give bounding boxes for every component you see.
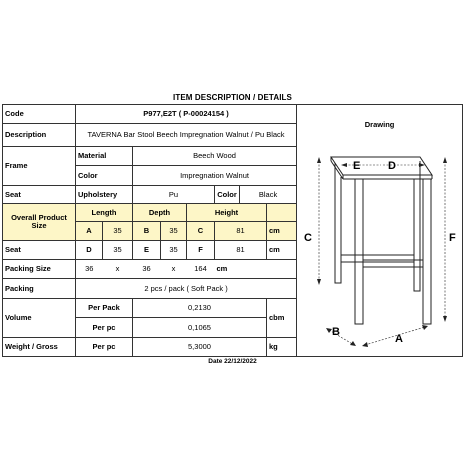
- frame-color-value: Impregnation Walnut: [133, 166, 297, 185]
- dim-c-value: 81: [215, 222, 267, 240]
- weight-value: 5,3000: [133, 337, 267, 357]
- weight-label: Weight / Gross: [3, 337, 76, 357]
- frame-label: Frame: [3, 146, 76, 185]
- packing-value: 2 pcs / pack ( Soft Pack ): [76, 279, 297, 298]
- packing-height: 164: [187, 260, 215, 279]
- frame-material-value: Beech Wood: [133, 146, 297, 165]
- packing-x2: x: [161, 260, 187, 279]
- label-e: E: [353, 160, 361, 172]
- dim-f-value: 81: [215, 240, 267, 259]
- volume-per-pack-value: 0,2130: [133, 298, 267, 317]
- label-b: B: [332, 326, 341, 338]
- packing-length: 36: [76, 260, 103, 279]
- depth-label: Depth: [133, 204, 187, 222]
- height-label: Height: [187, 204, 267, 222]
- volume-per-pc-label: Per pc: [76, 318, 133, 337]
- seat-color-value: Black: [240, 185, 297, 203]
- packing-size-empty: [240, 260, 297, 279]
- label-f: F: [449, 232, 456, 244]
- dim-e-value: 35: [161, 240, 187, 259]
- seat-size-label: Seat: [3, 240, 76, 259]
- weight-per-pc-label: Per pc: [76, 337, 133, 357]
- description-value: TAVERNA Bar Stool Beech Impregnation Walnut / Pu Black: [76, 124, 297, 147]
- volume-label: Volume: [3, 298, 76, 337]
- drawing-label: Drawing: [364, 120, 395, 129]
- packing-x1: x: [103, 260, 133, 279]
- packing-size-label: Packing Size: [3, 260, 76, 279]
- volume-per-pack-label: Per Pack: [76, 298, 133, 317]
- dim-e-label: E: [133, 240, 161, 259]
- weight-unit: kg: [267, 337, 297, 357]
- frame-material-label: Material: [76, 146, 133, 165]
- spec-table: [2, 104, 463, 357]
- dim-a-value: 35: [103, 222, 133, 240]
- dim-d-value: 35: [103, 240, 133, 259]
- seat-upholstery-label: Upholstery: [76, 185, 133, 203]
- seat-label: Seat: [3, 185, 76, 203]
- description-label: Description: [3, 124, 76, 147]
- dim-d-label: D: [76, 240, 103, 259]
- stool-drawing: [297, 105, 461, 356]
- code-value: P977,E2T ( P-00024154 ): [76, 105, 297, 124]
- packing-label: Packing: [3, 279, 76, 298]
- label-c: C: [304, 232, 313, 244]
- label-a: A: [395, 333, 404, 345]
- seat-upholstery-value: Pu: [133, 185, 215, 203]
- volume-per-pc-value: 0,1065: [133, 318, 267, 337]
- seat-size-unit: cm: [267, 240, 297, 259]
- packing-unit: cm: [215, 260, 240, 279]
- dim-f-label: F: [187, 240, 215, 259]
- dim-b-value: 35: [161, 222, 187, 240]
- frame-color-label: Color: [76, 166, 133, 185]
- date-label: Date 22/12/2022: [208, 358, 257, 365]
- overall-unit-empty: [267, 204, 297, 222]
- code-label: Code: [3, 105, 76, 124]
- label-d: D: [388, 160, 397, 172]
- length-label: Length: [76, 204, 133, 222]
- overall-unit: cm: [267, 222, 297, 240]
- dim-a-label: A: [76, 222, 103, 240]
- seat-color-label: Color: [215, 185, 240, 203]
- volume-unit: cbm: [267, 298, 297, 337]
- packing-width: 36: [133, 260, 161, 279]
- page-title: ITEM DESCRIPTION / DETAILS: [173, 93, 292, 102]
- overall-size-label: Overall Product Size: [3, 204, 76, 241]
- dim-c-label: C: [187, 222, 215, 240]
- drawing-cell: [297, 105, 463, 357]
- dim-b-label: B: [133, 222, 161, 240]
